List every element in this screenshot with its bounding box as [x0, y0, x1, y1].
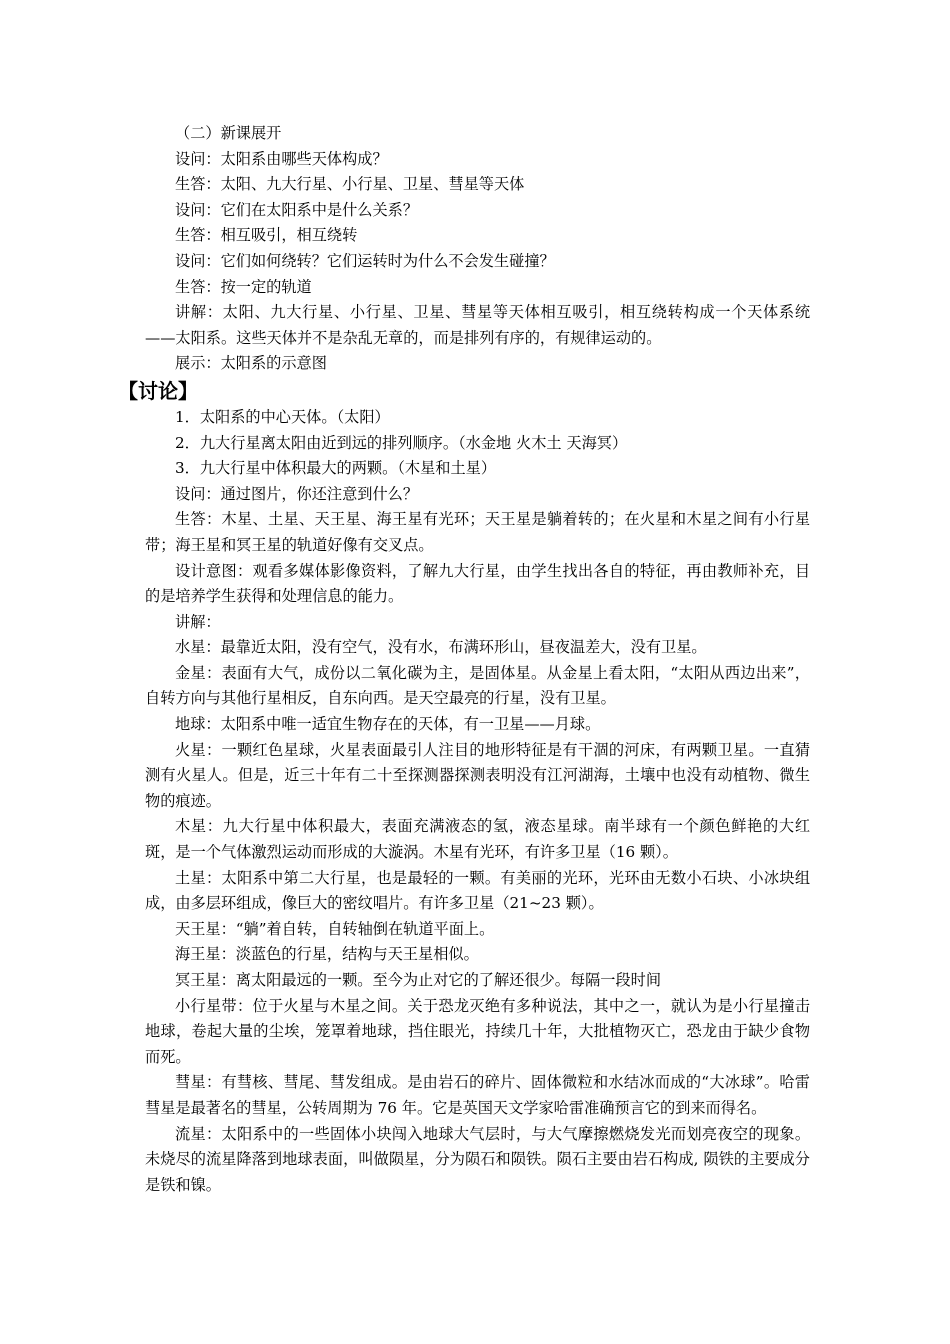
- discussion-item: 2．九大行星离太阳由近到远的排列顺序。（水金地 火木土 天海冥）: [175, 433, 628, 452]
- discussion-heading: 【讨论】: [118, 378, 198, 403]
- discussion-item: 1．太阳系的中心天体。（太阳）: [175, 407, 390, 426]
- planet-paragraph-venus: 金星：表面有大气，成份以二氧化碳为主，是固体星。从金星上看太阳，“太阳从西边出来”，自转方向与其他行星相反，自东向西。是天空最亮的行星，没有卫星。: [145, 663, 810, 708]
- section-heading: （二）新课展开: [175, 124, 282, 142]
- meteor-paragraph: 流星：太阳系中的一些固体小块闯入地球大气层时，与大气摩擦燃烧发光而划亮夜空的现象。未烧尽的流星降落到地球表面，叫做陨星，分为陨石和陨铁。陨石主要由岩石构成, 陨铁的主要成分是铁和镍。: [145, 1124, 810, 1194]
- explanation-paragraph: 讲解：太阳、九大行星、小行星、卫星、彗星等天体相互吸引，相互绕转构成一个天体系统——太阳系。这些天体并不是杂乱无章的，而是排列有序的，有规律运动的。: [145, 303, 810, 347]
- answer-paragraph: 生答：太阳、九大行星、小行星、卫星、彗星等天体: [175, 175, 525, 194]
- asteroid-belt-paragraph: 小行星带：位于火星与木星之间。关于恐龙灭绝有多种说法，其中之一，就认为是小行星撞击地球，卷起大量的尘埃，笼罩着地球，挡住眼光，持续几十年，大批植物灭亡，恐龙由于缺少食物而死。: [145, 996, 810, 1066]
- planet-paragraph-neptune: 海王星：淡蓝色的行星，结构与天王星相似。: [175, 945, 479, 964]
- planet-paragraph-mercury: 水星：最靠近太阳，没有空气，没有水，布满环形山，昼夜温差大，没有卫星。: [175, 638, 707, 657]
- planet-paragraph-uranus: 天王星：“躺”着自转，自转轴倒在轨道平面上。: [175, 919, 495, 938]
- planet-paragraph-jupiter: 木星：九大行星中体积最大，表面充满液态的氢，液态星球。南半球有一个颜色鲜艳的大红斑，是一个气体激烈运动而形成的大漩涡。木星有光环，有许多卫星（16 颗）。: [145, 817, 810, 862]
- document-body: [118, 121, 810, 1198]
- discussion-item: 3．九大行星中体积最大的两颗。（木星和土星）: [175, 459, 497, 478]
- question-paragraph: 设问：通过图片，你还注意到什么？: [175, 484, 418, 503]
- planet-paragraph-pluto: 冥王星：离太阳最远的一颗。至今为止对它的了解还很少。每隔一段时间: [175, 971, 661, 989]
- comet-paragraph: 彗星：有彗核、彗尾、彗发组成。是由岩石的碎片、固体微粒和水结冰而成的“大冰球”。哈雷彗星是最著名的彗星，公转周期为 76 年。它是英国天文学家哈雷准确预言它的到来而得名。: [145, 1073, 810, 1117]
- explanation-label: 讲解：: [175, 612, 221, 631]
- design-intent-paragraph: 设计意图：观看多媒体影像资料，了解九大行星，由学生找出各自的特征，再由教师补充，目的是培养学生获得和处理信息的能力。: [145, 561, 810, 606]
- planet-paragraph-saturn: 土星：太阳系中第二大行星，也是最轻的一颗。有美丽的光环，光环由无数小石块、小冰块组成，由多层环组成，像巨大的密纹唱片。有许多卫星（21~23 颗）。: [145, 868, 810, 913]
- answer-paragraph: 生答：按一定的轨道: [175, 277, 312, 296]
- answer-paragraph: 生答：木星、土星、天王星、海王星有光环；天王星是躺着转的；在火星和木星之间有小行星带；海王星和冥王星的轨道好像有交叉点。: [145, 510, 810, 554]
- question-paragraph: 设问：它们如何绕转？它们运转时为什么不会发生碰撞？: [175, 251, 555, 270]
- display-paragraph: 展示：太阳系的示意图: [175, 354, 327, 373]
- planet-paragraph-earth: 地球：太阳系中唯一适宜生物存在的天体，有一卫星——月球。: [175, 715, 601, 734]
- question-paragraph: 设问：它们在太阳系中是什么关系？: [175, 200, 418, 219]
- answer-paragraph: 生答：相互吸引，相互绕转: [175, 226, 358, 245]
- question-paragraph: 设问：太阳系由哪些天体构成？: [175, 149, 388, 168]
- planet-paragraph-mars: 火星：一颗红色星球，火星表面最引人注目的地形特征是有干涸的河床，有两颗卫星。一直猜测有火星人。但是，近三十年有二十至探测器探测表明没有江河湖海，土壤中也没有动植物、微生物的痕迹。: [145, 740, 810, 810]
